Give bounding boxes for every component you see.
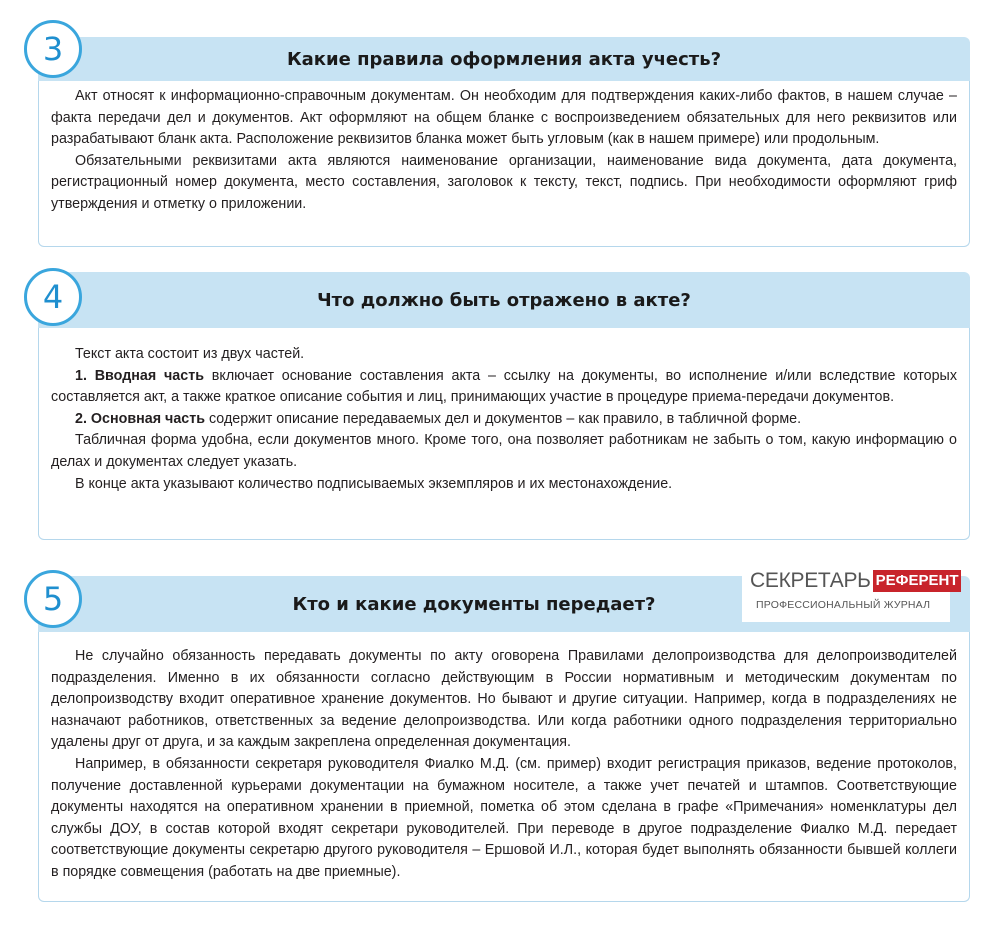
paragraph: Акт относят к информационно-справочным документам. Он необходим для подтверждения каких-либо фактов, в нашем случае – факта передачи дел и документов. Акт оформляют на общем бланке с воспроизведением обязательных для него реквизитов или разрабатывают бланк акта. Расположение реквизитов бланка может быть угловым (как в нашем примере) или продольным. xyxy=(51,88,957,148)
paragraph: Обязательными реквизитами акта являются наименование организации, наименование вида документа, дата документа, регистрационный номер документа, место составления, заголовок к тексту, текст, подпись. При необходимости оформляют гриф утверждения и отметку о приложении. xyxy=(51,152,957,212)
paragraph: Например, в обязанности секретаря руководителя Фиалко М.Д. (см. пример) входит регистрация приказов, ведение протоколов, получение доставленной курьерами документации на бумажном носителе, а также учет печатей и штампов. Соответствующие документы находятся на оперативном хранении в приемной, пометка об этом сделана в графе «Примечания» номенклатуры дел службы ДОУ, в состав которой входят секретари руководителей. При переводе в другое подразделение Фиалко М.Д. передает соответствующие документы секретарю другого руководителя – Ершовой И.Л., которая будет выполнять обязанности бывшей коллеги в порядке совмещения (работать на две приемные). xyxy=(51,755,957,880)
paragraph: 1. Вводная часть включает основание составления акта – ссылку на документы, во исполнение и/или вследствие которых составляется акт, а также краткое описание события и лиц, принимающих участие в процедуре приема-передачи документов. xyxy=(51,367,957,406)
paragraph: В конце акта указывают количество подписываемых экземпляров и их местонахождение. xyxy=(75,475,673,492)
journal-logo xyxy=(742,566,959,622)
section-3-header xyxy=(38,37,970,81)
paragraph: 2. Основная часть содержит описание передаваемых дел и документов – как правило, в табличной форме. xyxy=(75,410,802,427)
logo-accent-text: РЕФЕРЕНТ xyxy=(873,570,962,592)
logo-main-text: СЕКРЕТАРЬ xyxy=(750,569,871,592)
section-4-number-badge: 4 xyxy=(24,268,82,326)
logo-subtitle: ПРОФЕССИОНАЛЬНЫЙ ЖУРНАЛ xyxy=(756,599,931,611)
section-4-title: Что должно быть отражено в акте? xyxy=(317,289,691,311)
logo-wordmark xyxy=(750,570,961,592)
section-5-number-badge: 5 xyxy=(24,570,82,628)
section-5-title: Кто и какие документы передает? xyxy=(292,593,656,615)
section-3-number-badge: 3 xyxy=(24,20,82,78)
paragraph: Табличная форма удобна, если документов много. Кроме того, она позволяет работникам не забыть о том, какую информацию о делах и документах следует указать. xyxy=(51,432,957,470)
section-3-title: Какие правила оформления акта учесть? xyxy=(286,48,722,70)
paragraph: Не случайно обязанность передавать документы по акту оговорена Правилами делопроизводства для делопроизводителей подразделения. Именно в их обязанности согласно действующим в России нормативным и методическим документам по делопроизводству входит оперативное хранение документов. Но бывают и другие ситуации. Например, когда в подразделениях не назначают работников, ответственных за ведение делопроизводства. Или когда работники одного подразделения территориально удалены друг от друга, и за каждым закреплена определенная документация. xyxy=(51,648,957,751)
section-4-header xyxy=(38,272,970,328)
section-5-body xyxy=(38,632,970,902)
section-4-body xyxy=(38,328,970,540)
paragraph: Текст акта состоит из двух частей. xyxy=(75,346,305,362)
section-3-body xyxy=(38,81,970,247)
